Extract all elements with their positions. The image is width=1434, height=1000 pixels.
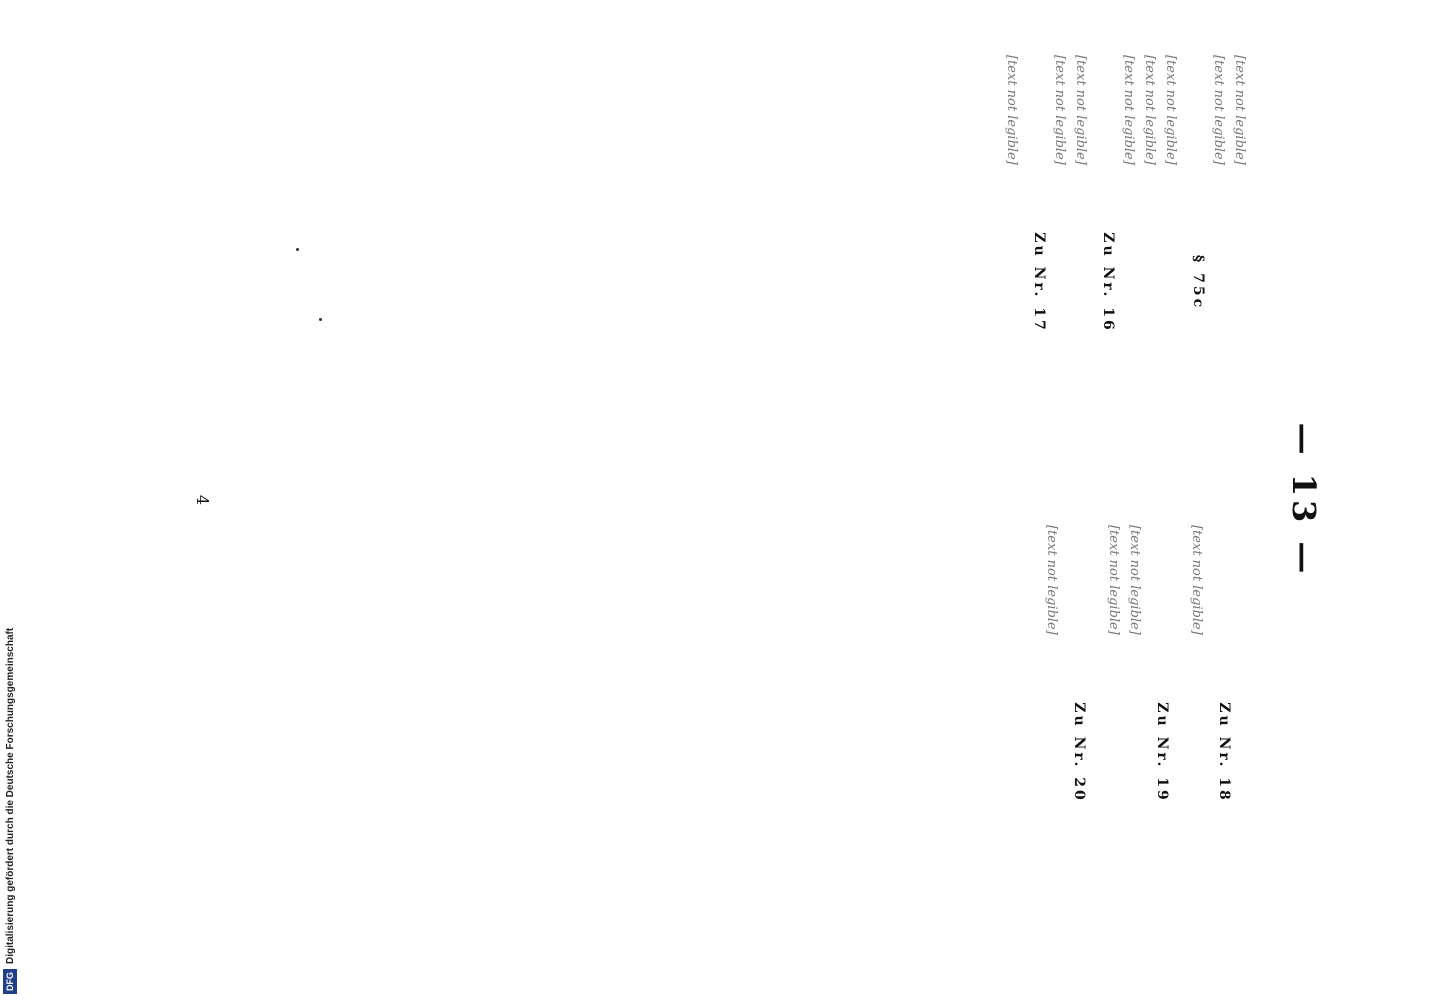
paragraph: [text not legible] xyxy=(1189,525,1204,635)
section-heading: Zu Nr. 16 xyxy=(1100,232,1116,333)
section-heading: Zu Nr. 19 xyxy=(1154,702,1170,803)
section-heading: Zu Nr. 18 xyxy=(1216,702,1232,803)
section-75c xyxy=(1119,55,1207,510)
dfg-logo: DFG xyxy=(3,969,17,994)
right-column xyxy=(1040,525,1249,980)
credit-text: Digitalisierung gefördert durch die Deutsche Forschungsgemeinschaft xyxy=(4,627,16,964)
paragraph: [text not legible] xyxy=(1052,55,1067,165)
paragraph: [text not legible] xyxy=(1121,55,1136,165)
document-page xyxy=(117,0,1337,1000)
paragraph: [text not legible] xyxy=(1163,55,1178,165)
paragraph: [text not legible] xyxy=(1211,55,1226,165)
paragraph: [text not legible] xyxy=(1044,525,1059,635)
paragraph: [text not legible] xyxy=(1142,55,1157,165)
paragraph-continuation: [text not legible] xyxy=(1232,55,1247,165)
section-heading: Zu Nr. 20 xyxy=(1071,702,1087,803)
section-zu-nr-17 xyxy=(1002,55,1048,510)
folio-number: 4 xyxy=(193,494,212,506)
scan-speck xyxy=(319,318,322,321)
section-zu-nr-16 xyxy=(1050,55,1117,510)
paragraph: [text not legible] xyxy=(1127,525,1142,635)
digitization-credit xyxy=(0,0,20,1000)
paragraph: [text not legible] xyxy=(1073,55,1088,165)
left-column xyxy=(1000,55,1249,510)
section-heading: Zu Nr. 17 xyxy=(1031,232,1047,333)
section-zu-nr-19 xyxy=(1104,525,1171,980)
paragraph: [text not legible] xyxy=(1004,55,1019,165)
section-heading: § 75c xyxy=(1190,254,1206,311)
page-number: — 13 — xyxy=(1285,422,1323,578)
scan-speck xyxy=(296,248,299,251)
section-zu-nr-18 xyxy=(1187,525,1233,980)
paragraph: [text not legible] xyxy=(1106,525,1121,635)
section-zu-nr-20 xyxy=(1042,525,1088,980)
